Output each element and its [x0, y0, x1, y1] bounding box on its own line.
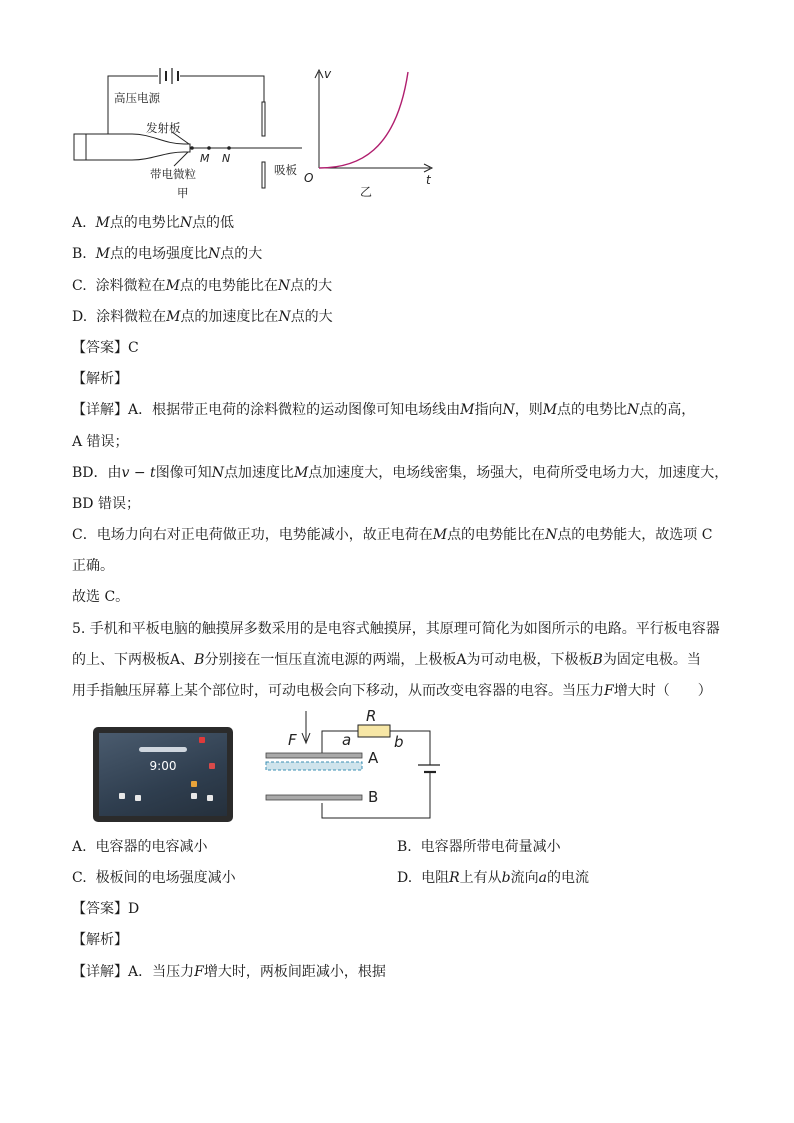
q4-detail-c-end: 正确。	[72, 558, 114, 574]
origin-label: O	[304, 171, 314, 185]
q5-option-a: A. 电容器的电容减小	[72, 839, 208, 855]
q4-answer: 【答案】C	[72, 340, 139, 356]
particle-label: 带电微粒	[150, 167, 196, 181]
resistor-r	[358, 725, 390, 737]
plate-a-label: A	[368, 749, 379, 767]
plate-a-moved-position	[266, 762, 362, 770]
q4-option-c: C. 涂料微粒在M点的电势能比在N点的大	[72, 278, 333, 294]
q4-detail-bd: BD．由v − t图像可知N点加速度比M点加速度大，电场线密集，场强大，电荷所受电场力大，加速度大，	[72, 465, 729, 481]
app-icon	[207, 795, 213, 801]
tablet-image	[93, 727, 233, 822]
figure-yi-label: 乙	[360, 185, 373, 199]
app-icon	[135, 795, 141, 801]
point-a-label: a	[342, 731, 352, 749]
q5-answer: 【答案】D	[72, 901, 140, 917]
q5-analysis-label: 【解析】	[72, 932, 128, 948]
q4-detail-a: 【详解】A．根据带正电荷的涂料微粒的运动图像可知电场线由M指向N，则M点的电势比N点的高，	[72, 402, 696, 418]
q4-option-d: D. 涂料微粒在M点的加速度比在N点的大	[72, 309, 333, 325]
q5-option-b: B. 电容器所带电荷量减小	[397, 839, 561, 855]
tablet-screen	[99, 733, 227, 816]
q5-stem-line-3: 用手指触压屏幕上某个部位时，可动电极会向下移动，从而改变电容器的电容。当压力F增大时（ ）	[72, 683, 712, 699]
q5-stem-line-1: 5. 手机和平板电脑的触摸屏多数采用的是电容式触摸屏，其原理可简化为如图所示的电路。平行板电容器	[72, 621, 720, 637]
velocity-curve	[319, 72, 408, 168]
plate-b-label: B	[368, 788, 379, 806]
point-b-label: b	[394, 733, 404, 751]
q5-stem-line-2: 的上、下两极板A、B分别接在一恒压直流电源的两端，上极板A为可动电极，下极板B为固定电极。当	[72, 652, 701, 668]
v-axis-label: v	[324, 67, 332, 81]
q4-detail-c: C．电场力向右对正电荷做正功，电势能减小，故正电荷在M点的电势能比在N点的电势能大，故选项 C	[72, 527, 713, 543]
app-icon	[199, 737, 205, 743]
absorber-label: 吸板	[274, 163, 297, 177]
q4-option-a: A. M点的电势比N点的低	[72, 215, 235, 231]
q4-option-b: B. M点的电场强度比N点的大	[72, 246, 263, 262]
app-icon	[191, 793, 197, 799]
q5-option-c: C. 极板间的电场强度减小	[72, 870, 236, 886]
q4-conclusion: 故选 C。	[72, 589, 130, 605]
plate-b	[266, 795, 362, 800]
capacitor-circuit-figure	[260, 705, 440, 830]
q5-detail: 【详解】A．当压力F增大时，两板间距减小，根据	[72, 964, 386, 980]
vt-graph-figure	[300, 62, 440, 207]
search-bar-icon	[139, 747, 187, 752]
q5-option-d: D. 电阻R上有从b流向a的电流	[397, 870, 589, 886]
plate-a	[266, 753, 362, 758]
emitter-label: 发射板	[146, 121, 181, 135]
force-label: F	[288, 731, 297, 749]
resistor-label: R	[366, 707, 377, 725]
t-axis-label: t	[426, 173, 431, 187]
figure-jia-label: 甲	[177, 186, 189, 200]
tablet-clock: 9:00	[149, 759, 177, 773]
q4-detail-bd-end: BD 错误；	[72, 496, 140, 512]
q4-detail-a-end: A 错误；	[72, 434, 129, 450]
point-n-label: N	[222, 152, 231, 165]
point-m-label: M	[200, 152, 210, 165]
app-icon	[119, 793, 125, 799]
power-label: 高压电源	[114, 91, 160, 105]
spray-apparatus-figure	[68, 62, 308, 212]
q4-analysis-label: 【解析】	[72, 371, 128, 387]
app-icon	[191, 781, 197, 787]
app-icon	[209, 763, 215, 769]
